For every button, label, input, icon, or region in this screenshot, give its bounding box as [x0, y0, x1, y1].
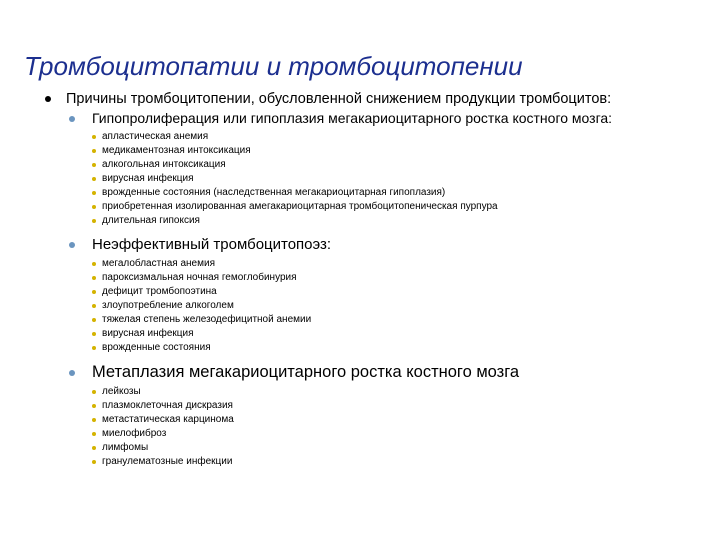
cause-list: [92, 385, 694, 469]
list-item: метастатическая карцинома: [92, 413, 694, 427]
main-point-text: Причины тромбоцитопении, обусловленной снижением продукции тромбоцитов:: [66, 91, 612, 107]
bullet-icon: [92, 219, 96, 223]
bullet-icon: [69, 116, 75, 122]
main-point: [44, 90, 694, 108]
bullet-icon: [69, 242, 75, 248]
list-item: алкогольная интоксикация: [92, 158, 694, 172]
list-item: лимфомы: [92, 441, 694, 455]
group-heading: Неэффективный тромбоцитопоэз:: [92, 236, 332, 253]
bullet-icon: [92, 446, 96, 450]
bullet-icon: [92, 346, 96, 350]
list-item: медикаментозная интоксикация: [92, 144, 694, 158]
list-item: вирусная инфекция: [92, 172, 694, 186]
list-item: длительная гипоксия: [92, 214, 694, 228]
bullet-icon: [92, 460, 96, 464]
bullet-icon: [92, 390, 96, 394]
bullet-icon: [92, 191, 96, 195]
cause-list: [92, 257, 694, 355]
list-item: тяжелая степень железодефицитной анемии: [92, 313, 694, 327]
bullet-icon: [92, 177, 96, 181]
cause-list: [92, 130, 694, 228]
bullet-icon: [92, 149, 96, 153]
group-heading: Метаплазия мегакариоцитарного ростка костного мозга: [92, 363, 520, 381]
list-item: пароксизмальная ночная гемоглобинурия: [92, 271, 694, 285]
list-item: злоупотребление алкоголем: [92, 299, 694, 313]
list-item: гранулематозные инфекции: [92, 455, 694, 469]
list-item: дефицит тромбопоэтина: [92, 285, 694, 299]
list-item: миелофиброз: [92, 427, 694, 441]
bullet-icon: [92, 276, 96, 280]
list-item: лейкозы: [92, 385, 694, 399]
group-heading: Гипопролиферация или гипоплазия мегакариоцитарного ростка костного мозга:: [92, 110, 613, 126]
bullet-icon: [92, 404, 96, 408]
bullet-icon: [92, 418, 96, 422]
bullet-icon: [92, 432, 96, 436]
bullet-icon: [92, 262, 96, 266]
cause-group-ineffective: [66, 236, 694, 355]
list-item: плазмоклеточная дискразия: [92, 399, 694, 413]
list-item: врожденные состояния: [92, 341, 694, 355]
bullet-icon: [45, 96, 51, 102]
list-item: приобретенная изолированная амегакариоцитарная тромбоцитопеническая пурпура: [92, 200, 694, 214]
slide-title: Тромбоцитопатии и тромбоцитопении: [24, 51, 523, 81]
bullet-icon: [92, 304, 96, 308]
slide-content: [44, 90, 694, 469]
list-item: апластическая анемия: [92, 130, 694, 144]
cause-group-metaplasia: [66, 363, 694, 469]
cause-group-hypoproliferation: [66, 111, 694, 228]
bullet-icon: [92, 205, 96, 209]
bullet-icon: [92, 135, 96, 139]
bullet-icon: [69, 370, 75, 376]
list-item: вирусная инфекция: [92, 327, 694, 341]
bullet-icon: [92, 163, 96, 167]
bullet-icon: [92, 332, 96, 336]
list-item: мегалобластная анемия: [92, 257, 694, 271]
bullet-icon: [92, 318, 96, 322]
list-item: врожденные состояния (наследственная мегакариоцитарная гипоплазия): [92, 186, 694, 200]
bullet-icon: [92, 290, 96, 294]
